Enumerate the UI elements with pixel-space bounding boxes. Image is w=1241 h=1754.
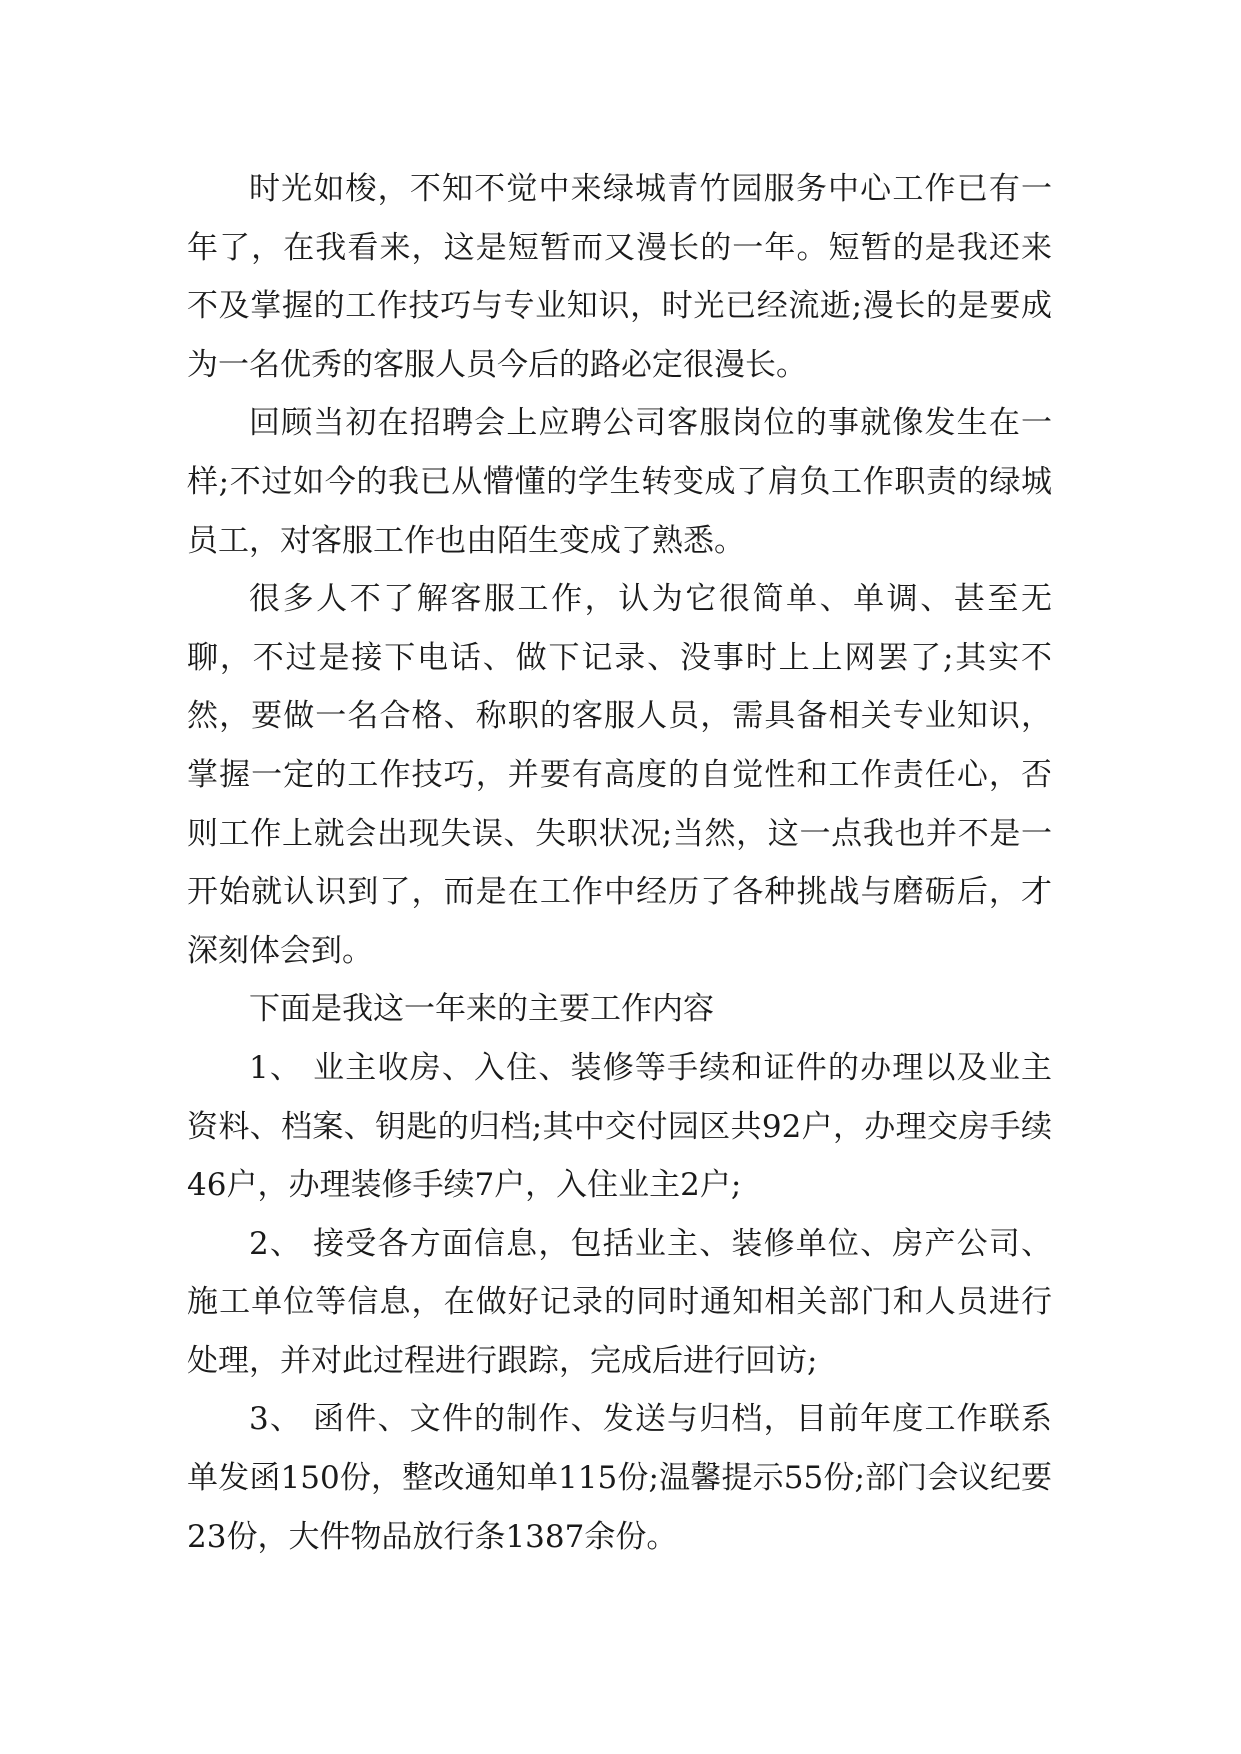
paragraph-item-2: 2、 接受各方面信息，包括业主、装修单位、房产公司、施工单位等信息，在做好记录的同时通知相关部门和人员进行处理，并对此过程进行跟踪，完成后进行回访; xyxy=(187,1225,1052,1379)
paragraph-item-3: 3、 函件、文件的制作、发送与归档，目前年度工作联系单发函150份，整改通知单115份;温馨提示55份;部门会议纪要23份，大件物品放行条1387余份。 xyxy=(187,1401,1052,1555)
paragraph-item-1: 1、 业主收房、入住、装修等手续和证件的办理以及业主资料、档案、钥匙的归档;其中交付园区共92户，办理交房手续46户，办理装修手续7户，入住业主2户; xyxy=(187,1049,1052,1204)
paragraph-intro: 时光如梭，不知不觉中来绿城青竹园服务中心工作已有一年了，在我看来，这是短暂而又漫长的一年。短暂的是我还来不及掌握的工作技巧与专业知识，时光已经流逝;漫长的是要成为一名优秀的客服人员今后的路必定很漫长。 xyxy=(187,171,1052,383)
paragraph-review: 回顾当初在招聘会上应聘公司客服岗位的事就像发生在一样;不过如今的我已从懵懂的学生转变成了肩负工作职责的绿城员工，对客服工作也由陌生变成了熟悉。 xyxy=(187,405,1052,559)
paragraph-understanding: 很多人不了解客服工作，认为它很简单、单调、甚至无聊，不过是接下电话、做下记录、没事时上上网罢了;其实不然，要做一名合格、称职的客服人员，需具备相关专业知识，掌握一定的工作技巧，并要有高度的自觉性和工作责任心，否则工作上就会出现失误、失职状况;当然，这一点我也并不是一开始就认识到了，而是在工作中经历了各种挑战与磨砺后，才深刻体会到。 xyxy=(187,581,1052,969)
paragraph-work-heading: 下面是我这一年来的主要工作内容 xyxy=(249,991,714,1028)
document-body xyxy=(187,160,1052,1566)
